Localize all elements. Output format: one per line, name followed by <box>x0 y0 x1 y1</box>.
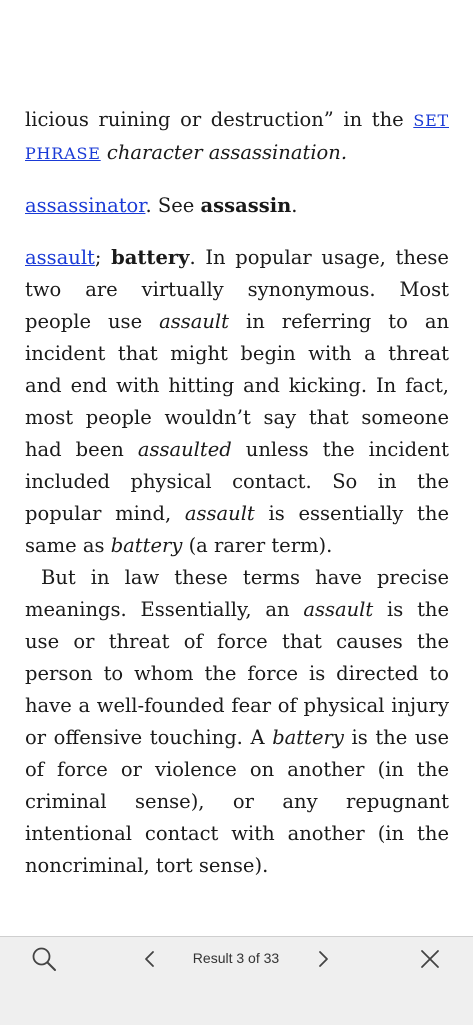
chevron-right-icon[interactable] <box>313 948 333 970</box>
chevron-left-icon[interactable] <box>140 948 160 970</box>
text: . See <box>145 194 201 217</box>
paragraph-1 <box>25 104 449 170</box>
paragraph-3 <box>25 242 449 562</box>
link-set-phrase[interactable]: SET PHRASE <box>25 111 449 163</box>
link-assault[interactable]: assault <box>25 246 95 269</box>
link-assassinator[interactable]: assassinator <box>25 194 146 217</box>
text: unless the incident included physical contact. So in the popular mind, <box>25 438 450 525</box>
italic-text: battery <box>110 534 183 557</box>
italic-text: assaulted <box>137 438 232 461</box>
text: . In popular usage, these two are virtually synonymous. Most people use <box>25 246 449 333</box>
result-counter: Result 3 of 33 <box>192 950 280 966</box>
text: is essentially the same as <box>25 502 449 557</box>
text: is the use or threat of force that causes the person to whom the force is directed to have a well-founded fear of physical injury or offensive touching. A <box>25 598 449 749</box>
text: (a rarer term). <box>182 534 333 557</box>
text: is the use of force or violence on another (in the criminal sense), or any repugnant intentional contact with another (in the noncriminal, tort sense). <box>25 726 449 877</box>
italic-text: assault <box>303 598 374 621</box>
italic-text: assault <box>159 310 229 333</box>
italic-text: character assassination. <box>106 141 348 164</box>
paragraph-2 <box>25 190 449 222</box>
paragraph-4 <box>25 562 449 882</box>
reader-content <box>25 104 449 882</box>
text: . <box>291 194 298 217</box>
italic-text: assault <box>184 502 255 525</box>
paragraph-gap <box>25 222 449 242</box>
bold-text: assassin <box>200 194 292 217</box>
text: But in law these terms have precise meanings. Essentially, an <box>25 566 449 621</box>
search-icon[interactable] <box>30 945 58 973</box>
bold-text: battery <box>111 246 190 269</box>
text: in referring to an incident that might begin with a threat and end with hitting and kicking. In fact, most people wouldn’t say that someone had been <box>25 310 450 461</box>
text: licious ruining or destruction” in the <box>25 108 414 131</box>
text: ; <box>94 246 112 269</box>
paragraph-gap <box>25 170 449 190</box>
italic-text: battery <box>272 726 344 749</box>
close-icon[interactable] <box>418 947 442 971</box>
